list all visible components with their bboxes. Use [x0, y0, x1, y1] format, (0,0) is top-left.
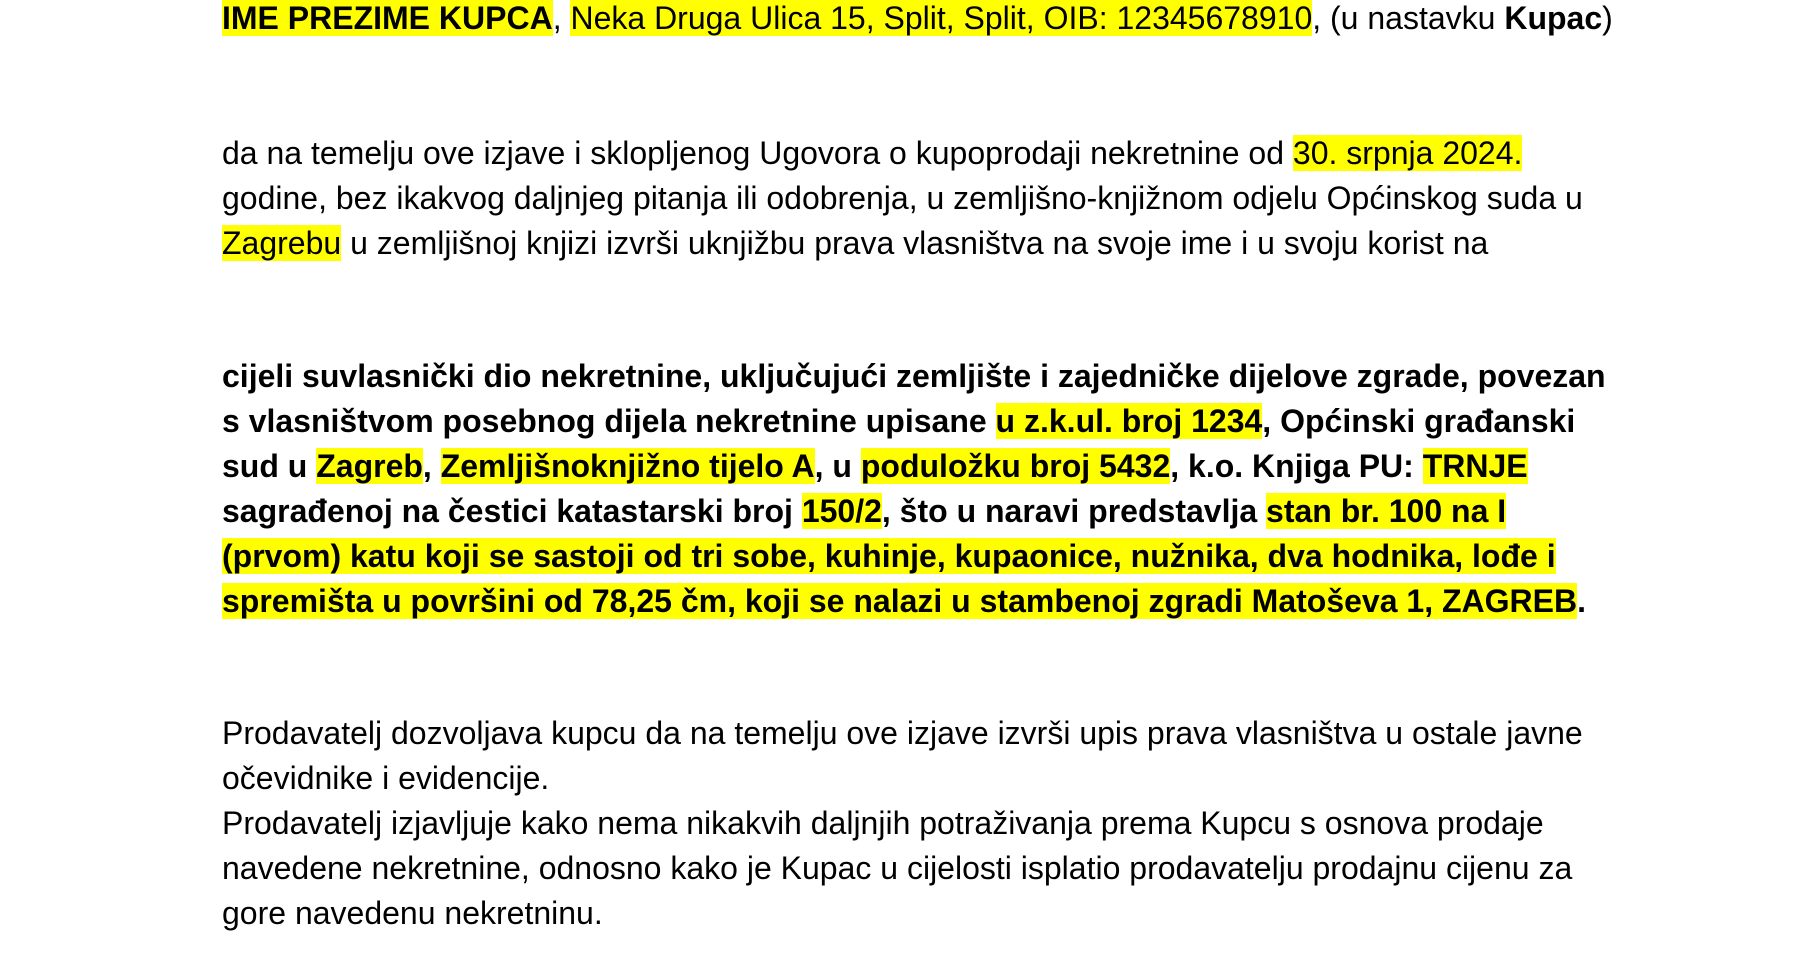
property-text-2: , Općinski građanski sud u: [222, 403, 1576, 484]
court-city: Zagrebu: [222, 225, 342, 261]
registration-text-3: u zemljišnoj knjizi izvrši uknjižbu prava vlasništva na svoje ime i u svoju korist na: [341, 225, 1489, 261]
registration-paragraph: [222, 131, 1622, 266]
registration-text-1: da na temelju ove izjave i sklopljenog Ugovora o kupoprodaji nekretnine od: [222, 135, 1293, 171]
buyer-paragraph: [222, 0, 1622, 41]
parcel-number: 150/2: [801, 493, 882, 529]
property-paragraph: [222, 354, 1622, 624]
buyer-label: Kupac: [1504, 0, 1603, 36]
cadastral-municipality: TRNJE: [1422, 448, 1528, 484]
buyer-text: , (u nastavku: [1312, 0, 1505, 36]
property-closing: .: [1577, 583, 1586, 619]
property-text-1: cijeli suvlasnički dio nekretnine, uključujući zemljište i zajedničke dijelove zgrade, povezan s vlasništvom posebnog dijela nekretnine upisane: [222, 358, 1606, 439]
land-registry-number: u z.k.ul. broj 1234: [995, 403, 1263, 439]
permission-paragraph: Prodavatelj dozvoljava kupcu da na temelju ove izjave izvrši upis prava vlasništva u ostale javne očevidnike i evidencije.: [222, 715, 1583, 796]
sub-entry-number: poduložku broj 5432: [860, 448, 1171, 484]
property-separator: ,: [422, 448, 441, 484]
property-text-5: sagrađenoj na čestici katastarski broj: [222, 493, 802, 529]
property-description: stan br. 100 na I (prvom) katu koji se sastoji od tri sobe, kuhinje, kupaonice, nužnika, dva hodnika, lođe i spremišta u površini od 78,25 čm, koji se nalazi u stambenoj zgradi Matoševa 1, ZAGREB: [222, 493, 1578, 619]
buyer-name: IME PREZIME KUPCA: [222, 0, 553, 36]
property-court-city: Zagreb: [316, 448, 423, 484]
property-text-3: , u: [814, 448, 861, 484]
registry-body: Zemljišnoknjižno tijelo A: [440, 448, 815, 484]
buyer-closing: ): [1602, 0, 1613, 36]
registration-text-2: godine, bez ikakvog daljnjeg pitanja ili odobrenja, u zemljišno-knjižnom odjelu Općinskog suda u: [222, 180, 1583, 216]
payment-paragraph: Prodavatelj izjavljuje kako nema nikakvih daljnjih potraživanja prema Kupcu s osnova prodaje navedene nekretnine, odnosno kako je Kupac u cijelosti isplatio prodavatelju prodajnu cijenu za gore navedenu nekretninu.: [222, 805, 1573, 931]
property-text-4: , k.o. Knjiga PU:: [1170, 448, 1423, 484]
contract-date: 30. srpnja 2024.: [1292, 135, 1523, 171]
property-text-6: , što u naravi predstavlja: [881, 493, 1267, 529]
buyer-address: Neka Druga Ulica 15, Split, Split, OIB: 12345678910: [570, 0, 1313, 36]
buyer-separator: ,: [552, 0, 571, 36]
